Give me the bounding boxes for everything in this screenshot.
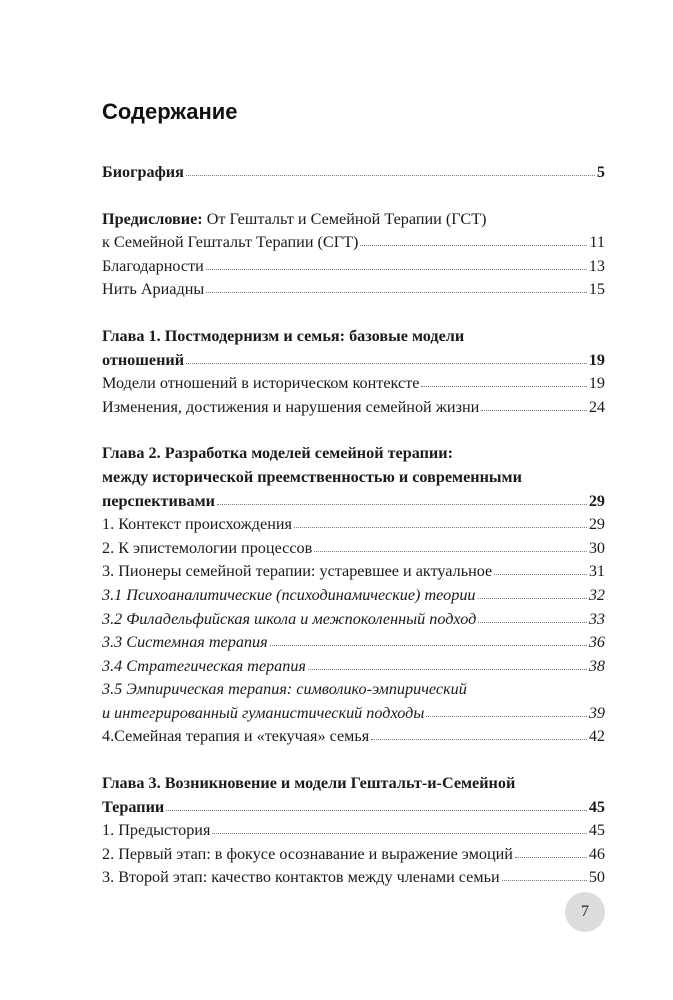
toc-entry-title: Биография [102, 163, 184, 181]
toc-entry-title: 2. Первый этап: в фокусе осознавание и выражение эмоций [102, 844, 513, 863]
toc-section [102, 442, 605, 749]
page-number: 7 [581, 903, 589, 920]
dot-leader [308, 669, 587, 670]
toc-entry[interactable] [102, 442, 605, 466]
toc-entry-title: между исторической преемственностью и современными [102, 467, 522, 486]
toc-entry[interactable] [102, 372, 605, 396]
dot-leader [270, 645, 587, 646]
toc-entry[interactable] [102, 349, 605, 373]
toc-entry-title: 1. Контекст происхождения [102, 515, 292, 534]
toc-section [102, 161, 605, 185]
page-number-badge [565, 892, 605, 932]
toc-page-number: 32 [588, 585, 605, 604]
toc-section [102, 208, 605, 302]
toc-entry[interactable] [102, 278, 605, 302]
dot-leader [206, 292, 587, 293]
toc-page-number: 45 [588, 821, 605, 840]
toc-entry[interactable] [102, 584, 605, 608]
toc-page-number: 5 [596, 163, 605, 181]
toc-entry-title: 3. Второй этап: качество контактов между членами семьи [102, 868, 500, 887]
toc-page-number: 31 [588, 562, 605, 581]
dot-leader [478, 622, 587, 623]
toc-entry[interactable] [102, 631, 605, 655]
toc-page-number: 13 [588, 256, 605, 275]
toc-title: Содержание [102, 99, 238, 124]
toc-entry[interactable] [102, 208, 605, 232]
toc-entry[interactable] [102, 161, 605, 185]
toc-entry-prefix: Предисловие: [102, 209, 203, 228]
toc-entry-title: 4.Семейная терапия и «текучая» семья [102, 727, 370, 746]
toc-page-number: 46 [588, 844, 605, 863]
toc-entry[interactable] [102, 843, 605, 867]
toc-entry[interactable] [102, 796, 605, 820]
toc-entry[interactable] [102, 255, 605, 279]
toc-entry[interactable] [102, 655, 605, 679]
toc-entry-title: 3.1 Психоаналитические (психодинамические) теории [102, 585, 476, 604]
toc-entry[interactable] [102, 725, 605, 749]
dot-leader [166, 810, 587, 811]
toc-entry[interactable] [102, 819, 605, 843]
toc-entry[interactable] [102, 608, 605, 632]
toc-entry[interactable] [102, 537, 605, 561]
dot-leader [426, 716, 587, 717]
toc-entry-title: и интегрированный гуманистический подходы [102, 703, 425, 722]
toc-entry[interactable] [102, 560, 605, 584]
toc-page-number: 42 [588, 727, 605, 746]
toc-entry[interactable] [102, 678, 605, 702]
dot-leader [206, 269, 587, 270]
toc-entry-title: Модели отношений в историческом контексте [102, 374, 420, 393]
dot-leader [212, 833, 586, 834]
toc-entry-title: Глава 1. Постмодернизм и семья: базовые модели [102, 326, 465, 345]
toc-entry-title [102, 208, 487, 232]
toc-page-number: 36 [588, 633, 605, 652]
toc-entry[interactable] [102, 866, 605, 890]
dot-leader [217, 504, 587, 505]
toc-entry-title: Глава 3. Возникновение и модели Гештальт-и-Семейной [102, 774, 516, 793]
dot-leader [478, 598, 587, 599]
dot-leader [360, 245, 587, 246]
toc-entry[interactable] [102, 513, 605, 537]
toc-entry[interactable] [102, 490, 605, 514]
dot-leader [481, 410, 586, 411]
dot-leader [314, 551, 587, 552]
toc-page-number: 19 [588, 350, 605, 369]
toc-section [102, 325, 605, 419]
toc-entry[interactable] [102, 702, 605, 726]
dot-leader [186, 175, 595, 176]
dot-leader [421, 386, 586, 387]
toc-entry[interactable] [102, 325, 605, 349]
toc-entry[interactable] [102, 231, 605, 255]
toc-entry[interactable] [102, 466, 605, 490]
toc-entry-title: 2. К эпистемологии процессов [102, 538, 313, 557]
toc-entry-title: Нить Ариадны [102, 280, 205, 299]
toc-entry-title: 1. Предыстория [102, 821, 211, 840]
dot-leader [294, 527, 587, 528]
toc-section [102, 772, 605, 890]
dot-leader [186, 363, 587, 364]
toc-entry-title: отношений [102, 350, 185, 369]
toc-page-number: 15 [588, 280, 605, 299]
toc-entry-title: 3.4 Стратегическая терапия [102, 656, 306, 675]
toc-page-number: 38 [588, 656, 605, 675]
toc-entry-title: перспективами [102, 491, 216, 510]
toc-entry-title: 3.2 Филадельфийская школа и межпоколенный подход [102, 609, 477, 628]
toc-page-number: 50 [588, 868, 605, 887]
toc-entry-title: 3. Пионеры семейной терапии: устаревшее и актуальное [102, 562, 493, 581]
toc-page-number: 29 [588, 515, 605, 534]
toc-page-number: 24 [588, 397, 605, 416]
toc-entry[interactable] [102, 396, 605, 420]
toc-page-number: 30 [588, 538, 605, 557]
toc-entry-text: От Гештальт и Семейной Терапии (ГСТ) [202, 209, 487, 228]
dot-leader [494, 574, 587, 575]
toc-page-number: 45 [588, 797, 605, 816]
dot-leader [515, 857, 587, 858]
toc-page-number: 29 [588, 491, 605, 510]
toc-entry-title: Глава 2. Разработка моделей семейной терапии: [102, 444, 453, 463]
toc-entry-title: 3.5 Эмпирическая терапия: символико-эмпирический [102, 680, 467, 699]
toc-entry-title: 3.3 Системная терапия [102, 633, 268, 652]
toc-entry-title: Благодарности [102, 256, 204, 275]
toc-entry-title: Терапии [102, 797, 165, 816]
toc-page-number: 39 [588, 703, 605, 722]
toc-entry-title: к Семейной Гештальт Терапии (СГТ) [102, 233, 359, 252]
toc-entry[interactable] [102, 772, 605, 796]
toc-page-number: 33 [588, 609, 605, 628]
toc-page-number: 11 [589, 233, 605, 252]
toc-entry-title: Изменения, достижения и нарушения семейной жизни [102, 397, 480, 416]
toc-page-number: 19 [588, 374, 605, 393]
dot-leader [371, 739, 587, 740]
dot-leader [502, 880, 587, 881]
table-of-contents [102, 161, 605, 913]
